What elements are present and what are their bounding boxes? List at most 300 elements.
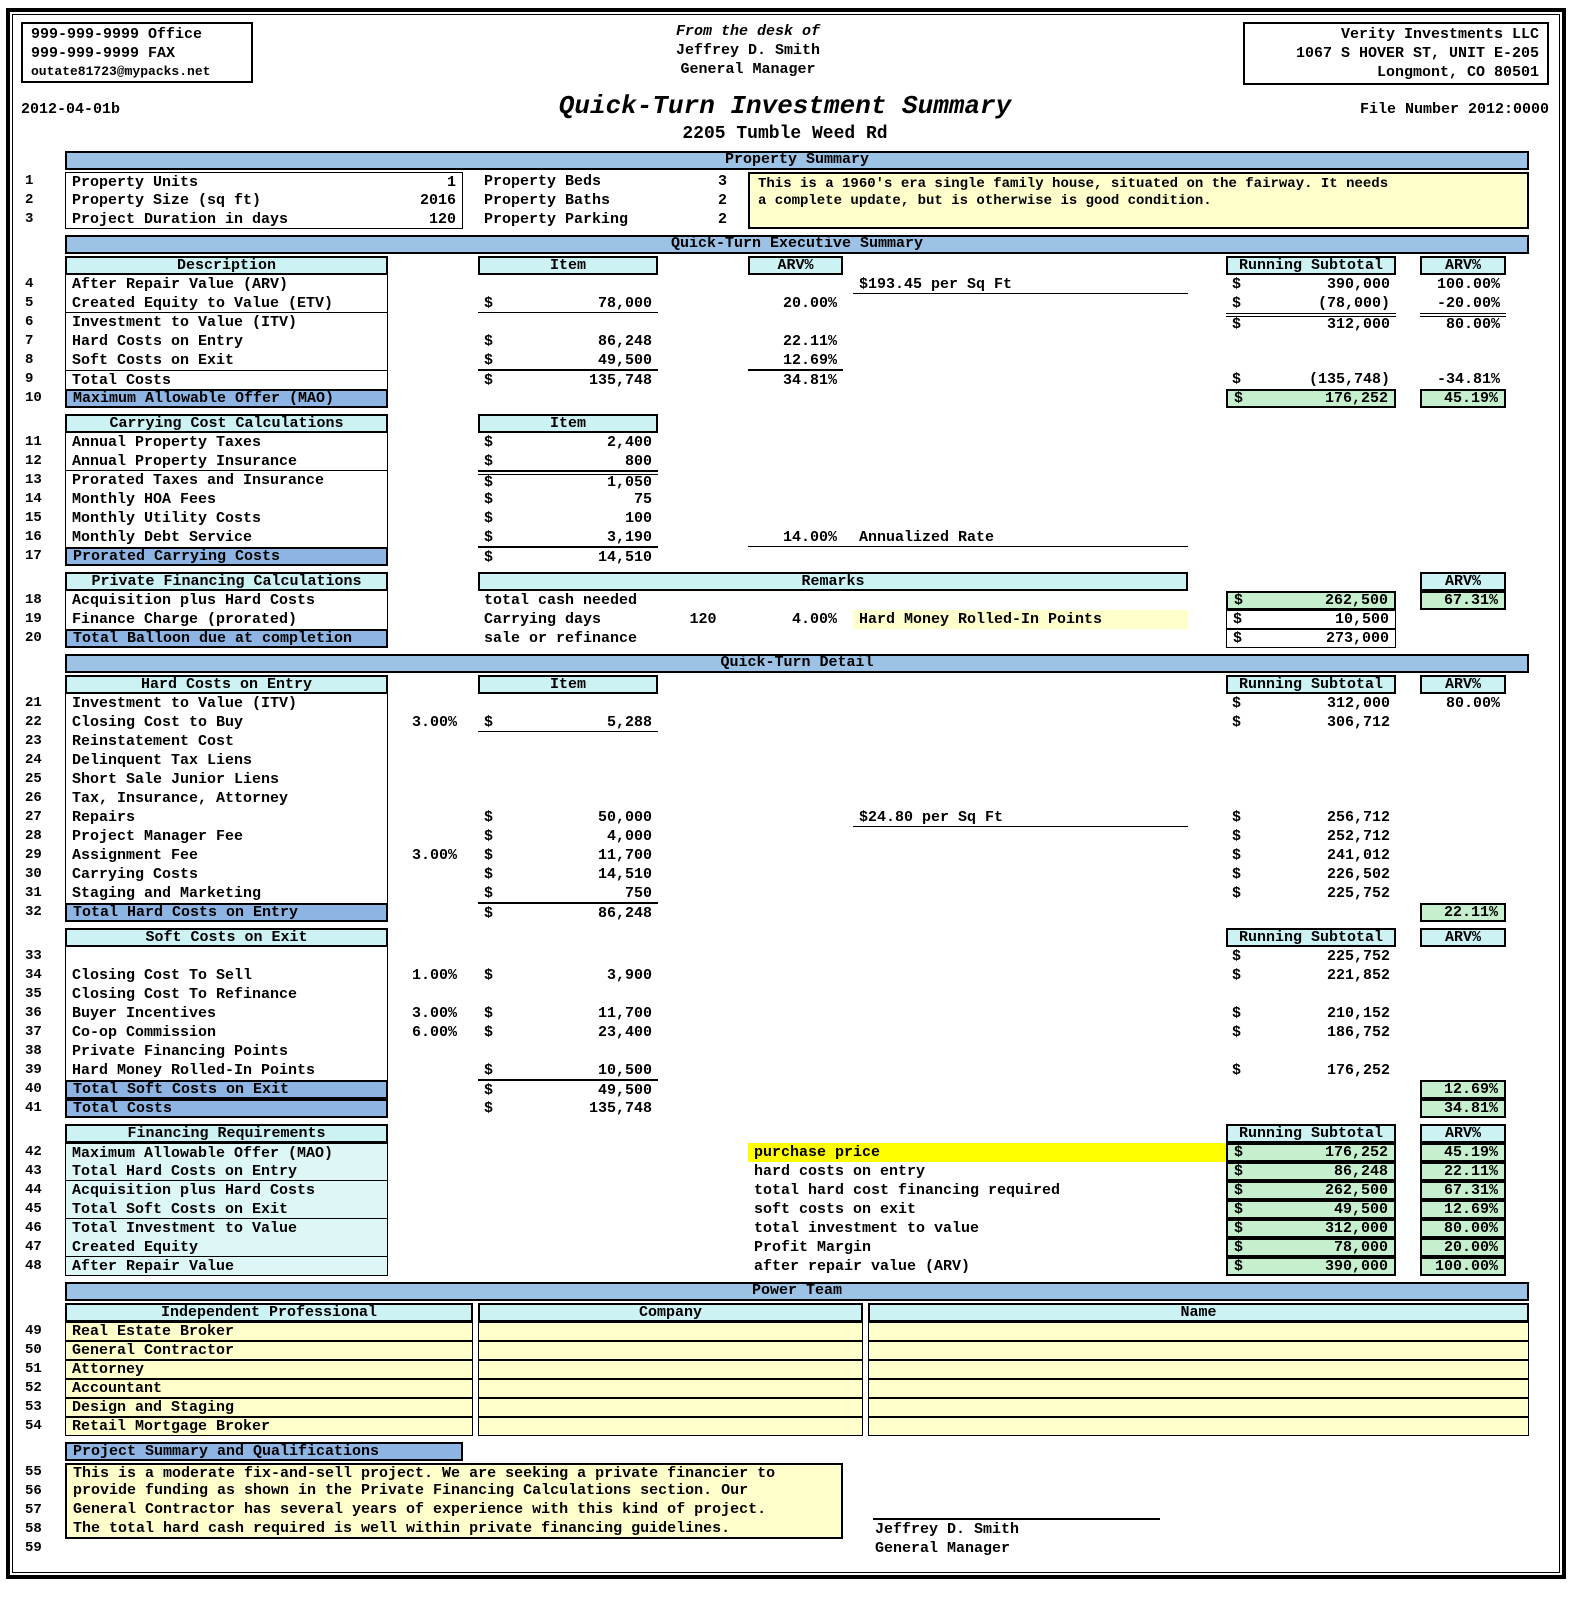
amount-cell	[1226, 275, 1396, 294]
amount: 210,152	[1326, 1005, 1390, 1022]
row-number: 57	[25, 1502, 42, 1518]
amount: 78,000	[597, 294, 652, 312]
company-name: Verity Investments LLC	[1340, 26, 1539, 43]
cell-text: Profit Margin	[754, 1239, 872, 1256]
text-cell	[853, 808, 1188, 827]
amount-cell	[1226, 1162, 1396, 1181]
sheet-row	[19, 471, 1551, 490]
dollar-sign: $	[1232, 967, 1242, 984]
text-cell	[748, 1181, 1226, 1200]
cell-text: after repair value (ARV)	[754, 1258, 971, 1275]
row-number	[19, 1124, 65, 1143]
dollar-sign: $	[484, 847, 494, 864]
row-number	[19, 256, 65, 275]
cell-text: Total Soft Costs on Exit	[73, 1081, 290, 1098]
text-cell	[65, 509, 388, 528]
property-value: 2016	[388, 191, 463, 210]
cell-text: Annual Property Insurance	[72, 452, 298, 470]
sheet-row	[19, 452, 1551, 471]
dollar-sign: $	[484, 548, 494, 566]
sheet-row	[19, 713, 1551, 732]
dollar-sign: $	[1232, 276, 1242, 293]
email-address[interactable]: outate81723@mypacks.net	[31, 64, 211, 79]
row-number: 36	[25, 1005, 42, 1021]
row-number: 46	[25, 1220, 42, 1236]
text-cell	[65, 490, 388, 509]
sheet-row	[19, 1162, 1551, 1181]
amount: 390,000	[1326, 276, 1390, 293]
company-field[interactable]	[478, 1379, 863, 1398]
cell-text: Carrying Costs	[72, 866, 199, 883]
amount-cell	[478, 1099, 658, 1118]
dollar-sign: $	[484, 904, 494, 922]
text-cell	[65, 713, 388, 732]
amount: 10,500	[1334, 611, 1389, 628]
cell-text: Total Costs	[72, 371, 172, 389]
property-value: 3	[717, 173, 727, 190]
text-cell	[65, 351, 388, 370]
column-header	[65, 1124, 388, 1143]
sheet-row	[19, 414, 1551, 433]
sheet-row	[19, 1257, 1551, 1276]
sheet-row	[19, 1143, 1551, 1162]
dollar-sign: $	[484, 1100, 494, 1117]
text-cell	[65, 629, 388, 648]
row-number: 53	[25, 1399, 42, 1415]
amount-cell	[478, 846, 658, 865]
sheet-row	[19, 509, 1551, 528]
row-number	[19, 654, 65, 673]
sheet-row	[19, 827, 1551, 846]
row-number: 14	[25, 491, 42, 507]
sheet-row	[19, 389, 1551, 408]
name-field[interactable]	[868, 1360, 1529, 1379]
text-cell	[65, 865, 388, 884]
cell-text: Staging and Marketing	[72, 885, 262, 902]
cell-text: Short Sale Junior Liens	[72, 771, 280, 788]
amount-cell	[478, 903, 658, 922]
text-cell	[748, 528, 843, 547]
professional-role: Attorney	[65, 1360, 473, 1379]
cell-text: purchase price	[754, 1144, 881, 1161]
sheet-row	[19, 1099, 1551, 1118]
signature-block	[873, 1518, 1160, 1558]
cell-text: Maximum Allowable Offer (MAO)	[73, 390, 335, 407]
amount: 86,248	[597, 333, 652, 350]
amount: 11,700	[597, 1005, 652, 1022]
from-desk-label: From the desk of	[675, 23, 821, 40]
amount: 75	[633, 491, 652, 508]
project-summary-block	[19, 1463, 1551, 1558]
dollar-sign: $	[1234, 1163, 1244, 1180]
property-label: Property Parking	[484, 211, 629, 228]
dollar-sign: $	[484, 1061, 494, 1079]
sheet-row	[19, 528, 1551, 547]
amount: 176,252	[1326, 1062, 1390, 1079]
cell-text: total investment to value	[754, 1220, 980, 1237]
summary-row	[19, 1463, 1551, 1482]
amount-cell	[1226, 1257, 1396, 1276]
text-cell	[65, 313, 388, 332]
amount: 14,510	[597, 548, 652, 566]
column-header	[478, 675, 658, 694]
cell-text: 120	[689, 611, 717, 628]
dollar-sign: $	[1234, 1220, 1244, 1237]
amount: 225,752	[1326, 885, 1390, 902]
amount: 273,000	[1325, 630, 1389, 647]
cell-text: Project Manager Fee	[72, 828, 244, 845]
cell-text: Monthly Debt Service	[72, 529, 253, 546]
text-cell	[748, 1143, 1226, 1162]
cell-text: Hard Money Rolled-In Points	[72, 1062, 316, 1079]
row-number: 13	[25, 472, 42, 488]
dollar-sign: $	[484, 1024, 494, 1041]
sheet-row	[19, 351, 1551, 370]
cell-text: 12.69%	[782, 351, 837, 369]
file-number: File Number 2012:0000	[1359, 101, 1550, 118]
desk-block	[676, 22, 820, 79]
row-number: 3	[25, 211, 34, 227]
text-cell	[65, 1004, 388, 1023]
cell-text: Item	[549, 675, 586, 693]
dollar-sign: $	[1234, 1258, 1244, 1275]
dollar-sign: $	[484, 491, 494, 508]
amount-cell	[1226, 1023, 1396, 1042]
professional-role: Real Estate Broker	[65, 1322, 473, 1341]
power-team-row	[19, 1360, 1551, 1379]
text-cell	[65, 1023, 388, 1042]
row-number: 47	[25, 1239, 42, 1255]
cell-text: 80.00%	[1443, 1220, 1498, 1237]
sheet-row	[19, 275, 1551, 294]
amount: 176,252	[1324, 390, 1388, 407]
row-number	[19, 235, 65, 254]
cell-text: 12.69%	[1443, 1201, 1498, 1218]
dollar-sign: $	[484, 474, 494, 491]
row-number: 30	[25, 866, 42, 882]
contact-box	[21, 22, 253, 83]
dollar-sign: $	[1232, 948, 1242, 965]
row-number: 21	[25, 695, 42, 711]
amount-cell	[1226, 610, 1396, 629]
company-address-line1: 1067 S HOVER ST, UNIT E-205	[1295, 45, 1539, 62]
page	[12, 14, 1560, 1573]
row-number: 43	[25, 1163, 42, 1179]
row-number: 33	[25, 948, 42, 964]
dollar-sign: $	[484, 1081, 494, 1099]
cell-text: 34.81%	[782, 371, 837, 389]
cell-text: Created Equity	[72, 1238, 199, 1256]
signatory-title: General Manager	[875, 1540, 1011, 1557]
text-cell	[65, 452, 388, 471]
text-cell	[748, 351, 843, 370]
dollar-sign: $	[1234, 592, 1244, 609]
text-cell	[748, 1219, 1226, 1238]
cell-text: ARV%	[777, 256, 814, 274]
amount: 3,900	[606, 967, 652, 984]
amount-cell	[478, 509, 658, 528]
text-cell	[658, 610, 748, 629]
company-field[interactable]	[478, 1341, 863, 1360]
text-cell	[1420, 1099, 1506, 1118]
section-bar-row	[19, 151, 1551, 170]
cell-text: 45.19%	[1443, 1144, 1498, 1161]
project-summary-header: Project Summary and Qualifications	[65, 1442, 463, 1461]
name-field[interactable]	[868, 1322, 1529, 1341]
text-cell	[388, 846, 463, 865]
section-bar-row	[19, 1282, 1551, 1301]
amount: 23,400	[597, 1024, 652, 1041]
section-title-bar: Property Summary	[65, 151, 1529, 170]
sheet-row	[19, 1023, 1551, 1042]
power-team-row	[19, 1341, 1551, 1360]
cell-text: Investment to Value (ITV)	[72, 695, 298, 712]
amount-cell	[478, 528, 658, 547]
row-number: 6	[25, 314, 34, 330]
cell-text: Total Investment to Value	[72, 1220, 298, 1237]
cell-text: Item	[549, 256, 586, 274]
cell-text: -34.81%	[1436, 371, 1500, 388]
column-header	[1420, 1124, 1506, 1143]
cell-text: sale or refinance	[484, 630, 638, 647]
row-number	[19, 675, 65, 694]
row-number	[19, 1282, 65, 1301]
row-number: 48	[25, 1258, 42, 1274]
amount: 312,000	[1326, 316, 1390, 333]
power-team-column-header: Company	[478, 1303, 863, 1322]
professional-role: Accountant	[65, 1379, 473, 1398]
cell-text: 14.00%	[782, 528, 837, 546]
text-cell	[1420, 275, 1506, 294]
row-number: 23	[25, 733, 42, 749]
dollar-sign: $	[1234, 390, 1244, 407]
property-value: 1	[388, 172, 463, 191]
amount: 306,712	[1326, 714, 1390, 731]
column-header	[478, 256, 658, 275]
dollar-sign: $	[484, 828, 494, 845]
row-number: 19	[25, 611, 42, 627]
text-cell	[1420, 1143, 1506, 1162]
dollar-sign: $	[1232, 866, 1242, 883]
cell-text: Acquisition plus Hard Costs	[72, 1182, 316, 1199]
sheet-row	[19, 313, 1551, 332]
summary-line: General Contractor has several years of experience with this kind of project.	[65, 1501, 843, 1520]
cell-text: Closing Cost To Refinance	[72, 986, 298, 1003]
row-number: 20	[25, 630, 42, 646]
cell-text: 20.00%	[1443, 1239, 1498, 1256]
text-cell	[388, 1004, 463, 1023]
amount: (78,000)	[1317, 295, 1390, 312]
dollar-sign: $	[1232, 695, 1242, 712]
company-field[interactable]	[478, 1322, 863, 1341]
row-number: 25	[25, 771, 42, 787]
amount-cell	[478, 294, 658, 313]
row-number: 41	[25, 1100, 42, 1116]
company-box	[1243, 22, 1549, 85]
amount-cell	[478, 452, 658, 471]
row-number: 39	[25, 1062, 42, 1078]
text-cell	[65, 1238, 388, 1257]
row-number: 9	[25, 371, 34, 387]
text-cell	[65, 789, 388, 808]
cell-text: Soft Costs on Exit	[145, 928, 308, 946]
text-cell	[65, 275, 388, 294]
sheet-row	[19, 903, 1551, 922]
text-cell	[65, 1219, 388, 1238]
amount-cell	[1226, 846, 1396, 865]
column-header	[65, 572, 388, 591]
text-cell	[65, 903, 388, 922]
amount: 49,500	[597, 1081, 652, 1099]
section-title-bar: Quick-Turn Executive Summary	[65, 235, 1529, 254]
remark-line: a complete update, but is otherwise is good condition.	[758, 193, 1212, 209]
text-cell	[748, 1200, 1226, 1219]
company-field[interactable]	[478, 1360, 863, 1379]
amount: 14,510	[597, 866, 652, 883]
amount: 750	[624, 884, 652, 902]
dollar-sign: $	[484, 967, 494, 984]
amount: 11,700	[597, 847, 652, 864]
amount: 312,000	[1326, 695, 1390, 712]
row-number: 29	[25, 847, 42, 863]
dollar-sign: $	[484, 809, 494, 826]
signatory-name: Jeffrey D. Smith	[875, 1521, 1020, 1538]
summary-line: provide funding as shown in the Private Financing Calculations section. Our	[65, 1482, 843, 1501]
row-number: 56	[25, 1483, 42, 1499]
row-number: 49	[25, 1323, 42, 1339]
cell-text: 12.69%	[1443, 1081, 1498, 1098]
text-cell	[1420, 1219, 1506, 1238]
row-number: 45	[25, 1201, 42, 1217]
name-field[interactable]	[868, 1341, 1529, 1360]
amount-cell	[1226, 694, 1396, 713]
amount: 241,012	[1326, 847, 1390, 864]
text-cell	[65, 1162, 388, 1181]
cell-text: ARV%	[1444, 675, 1481, 693]
column-header	[1420, 928, 1506, 947]
sheet-row	[19, 370, 1551, 389]
row-number: 38	[25, 1043, 42, 1059]
text-cell	[388, 713, 463, 732]
sheet-row	[19, 547, 1551, 566]
row-number: 15	[25, 510, 42, 526]
column-header	[1226, 1124, 1396, 1143]
text-cell	[65, 1080, 388, 1099]
column-header	[1226, 928, 1396, 947]
amount: 49,500	[1333, 1201, 1388, 1218]
cell-text: total hard cost financing required	[754, 1182, 1061, 1199]
cell-text: Repairs	[72, 809, 136, 826]
property-label: Property Beds	[484, 173, 602, 190]
cell-text: Hard Money Rolled-In Points	[859, 611, 1103, 628]
text-cell	[65, 732, 388, 751]
cell-text: Total Costs	[73, 1100, 173, 1117]
text-cell	[388, 1023, 463, 1042]
text-cell	[748, 332, 843, 351]
row-number	[19, 1303, 65, 1322]
power-team-row	[19, 1417, 1551, 1436]
cell-text: 45.19%	[1443, 390, 1498, 407]
dollar-sign: $	[1234, 1144, 1244, 1161]
cell-text: Running Subtotal	[1238, 928, 1384, 946]
sheet-row	[19, 1124, 1551, 1143]
sheet-row	[19, 675, 1551, 694]
dollar-sign: $	[484, 528, 494, 546]
amount-cell	[1226, 1143, 1396, 1162]
text-cell	[748, 1257, 1226, 1276]
property-label: Project Duration in days	[65, 210, 388, 229]
amount-cell	[1226, 1061, 1396, 1080]
cell-text: Total Hard Costs on Entry	[73, 904, 299, 921]
text-cell	[65, 947, 388, 966]
amount-cell	[478, 547, 658, 566]
column-header	[748, 256, 843, 275]
company-field[interactable]	[478, 1417, 863, 1436]
power-team-row	[19, 1322, 1551, 1341]
sheet	[19, 151, 1551, 1558]
property-value: 2	[717, 192, 727, 209]
text-cell	[1420, 370, 1506, 389]
cell-text: Acquisition plus Hard Costs	[72, 592, 316, 609]
amount-cell	[478, 1061, 658, 1080]
cell-text: hard costs on entry	[754, 1163, 926, 1180]
name-field[interactable]	[868, 1398, 1529, 1417]
cell-text: 34.81%	[1443, 1100, 1498, 1117]
name-field[interactable]	[868, 1379, 1529, 1398]
amount-cell	[1226, 1004, 1396, 1023]
text-cell	[65, 966, 388, 985]
dollar-sign: $	[484, 1005, 494, 1022]
cell-text: ARV%	[1444, 256, 1481, 274]
amount-cell	[478, 370, 658, 389]
amount: 390,000	[1324, 1258, 1388, 1275]
text-cell	[748, 1162, 1226, 1181]
row-number: 59	[25, 1540, 42, 1556]
cell-text: Running Subtotal	[1238, 675, 1384, 693]
amount-cell	[1226, 1219, 1396, 1238]
amount-cell	[1226, 1238, 1396, 1257]
cell-text: ARV%	[1444, 928, 1481, 946]
company-field[interactable]	[478, 1398, 863, 1417]
cell-text: Maximum Allowable Offer (MAO)	[72, 1144, 334, 1162]
text-cell	[65, 389, 388, 408]
sheet-row	[19, 294, 1551, 313]
row-number: 26	[25, 790, 42, 806]
amount: 135,748	[588, 1100, 652, 1117]
cell-text: Hard Costs on Entry	[140, 675, 313, 693]
text-cell	[65, 547, 388, 566]
cell-text: Carrying Cost Calculations	[109, 414, 344, 432]
dollar-sign: $	[1232, 809, 1242, 826]
amount: 252,712	[1326, 828, 1390, 845]
dollar-sign: $	[1233, 611, 1243, 628]
row-number: 10	[25, 390, 42, 406]
text-cell	[65, 610, 388, 629]
text-cell	[1420, 389, 1506, 408]
column-header	[1226, 675, 1396, 694]
sheet-row	[19, 751, 1551, 770]
row-number: 11	[25, 434, 42, 450]
name-field[interactable]	[868, 1417, 1529, 1436]
summary-line: The total hard cash required is well within private financing guidelines.	[65, 1520, 843, 1539]
amount: 256,712	[1326, 809, 1390, 826]
text-cell	[1420, 1162, 1506, 1181]
row-number: 58	[25, 1521, 42, 1537]
row-number: 16	[25, 529, 42, 545]
sheet-row	[19, 629, 1551, 648]
dollar-sign: $	[1234, 1182, 1244, 1199]
manager-title: General Manager	[680, 61, 816, 78]
